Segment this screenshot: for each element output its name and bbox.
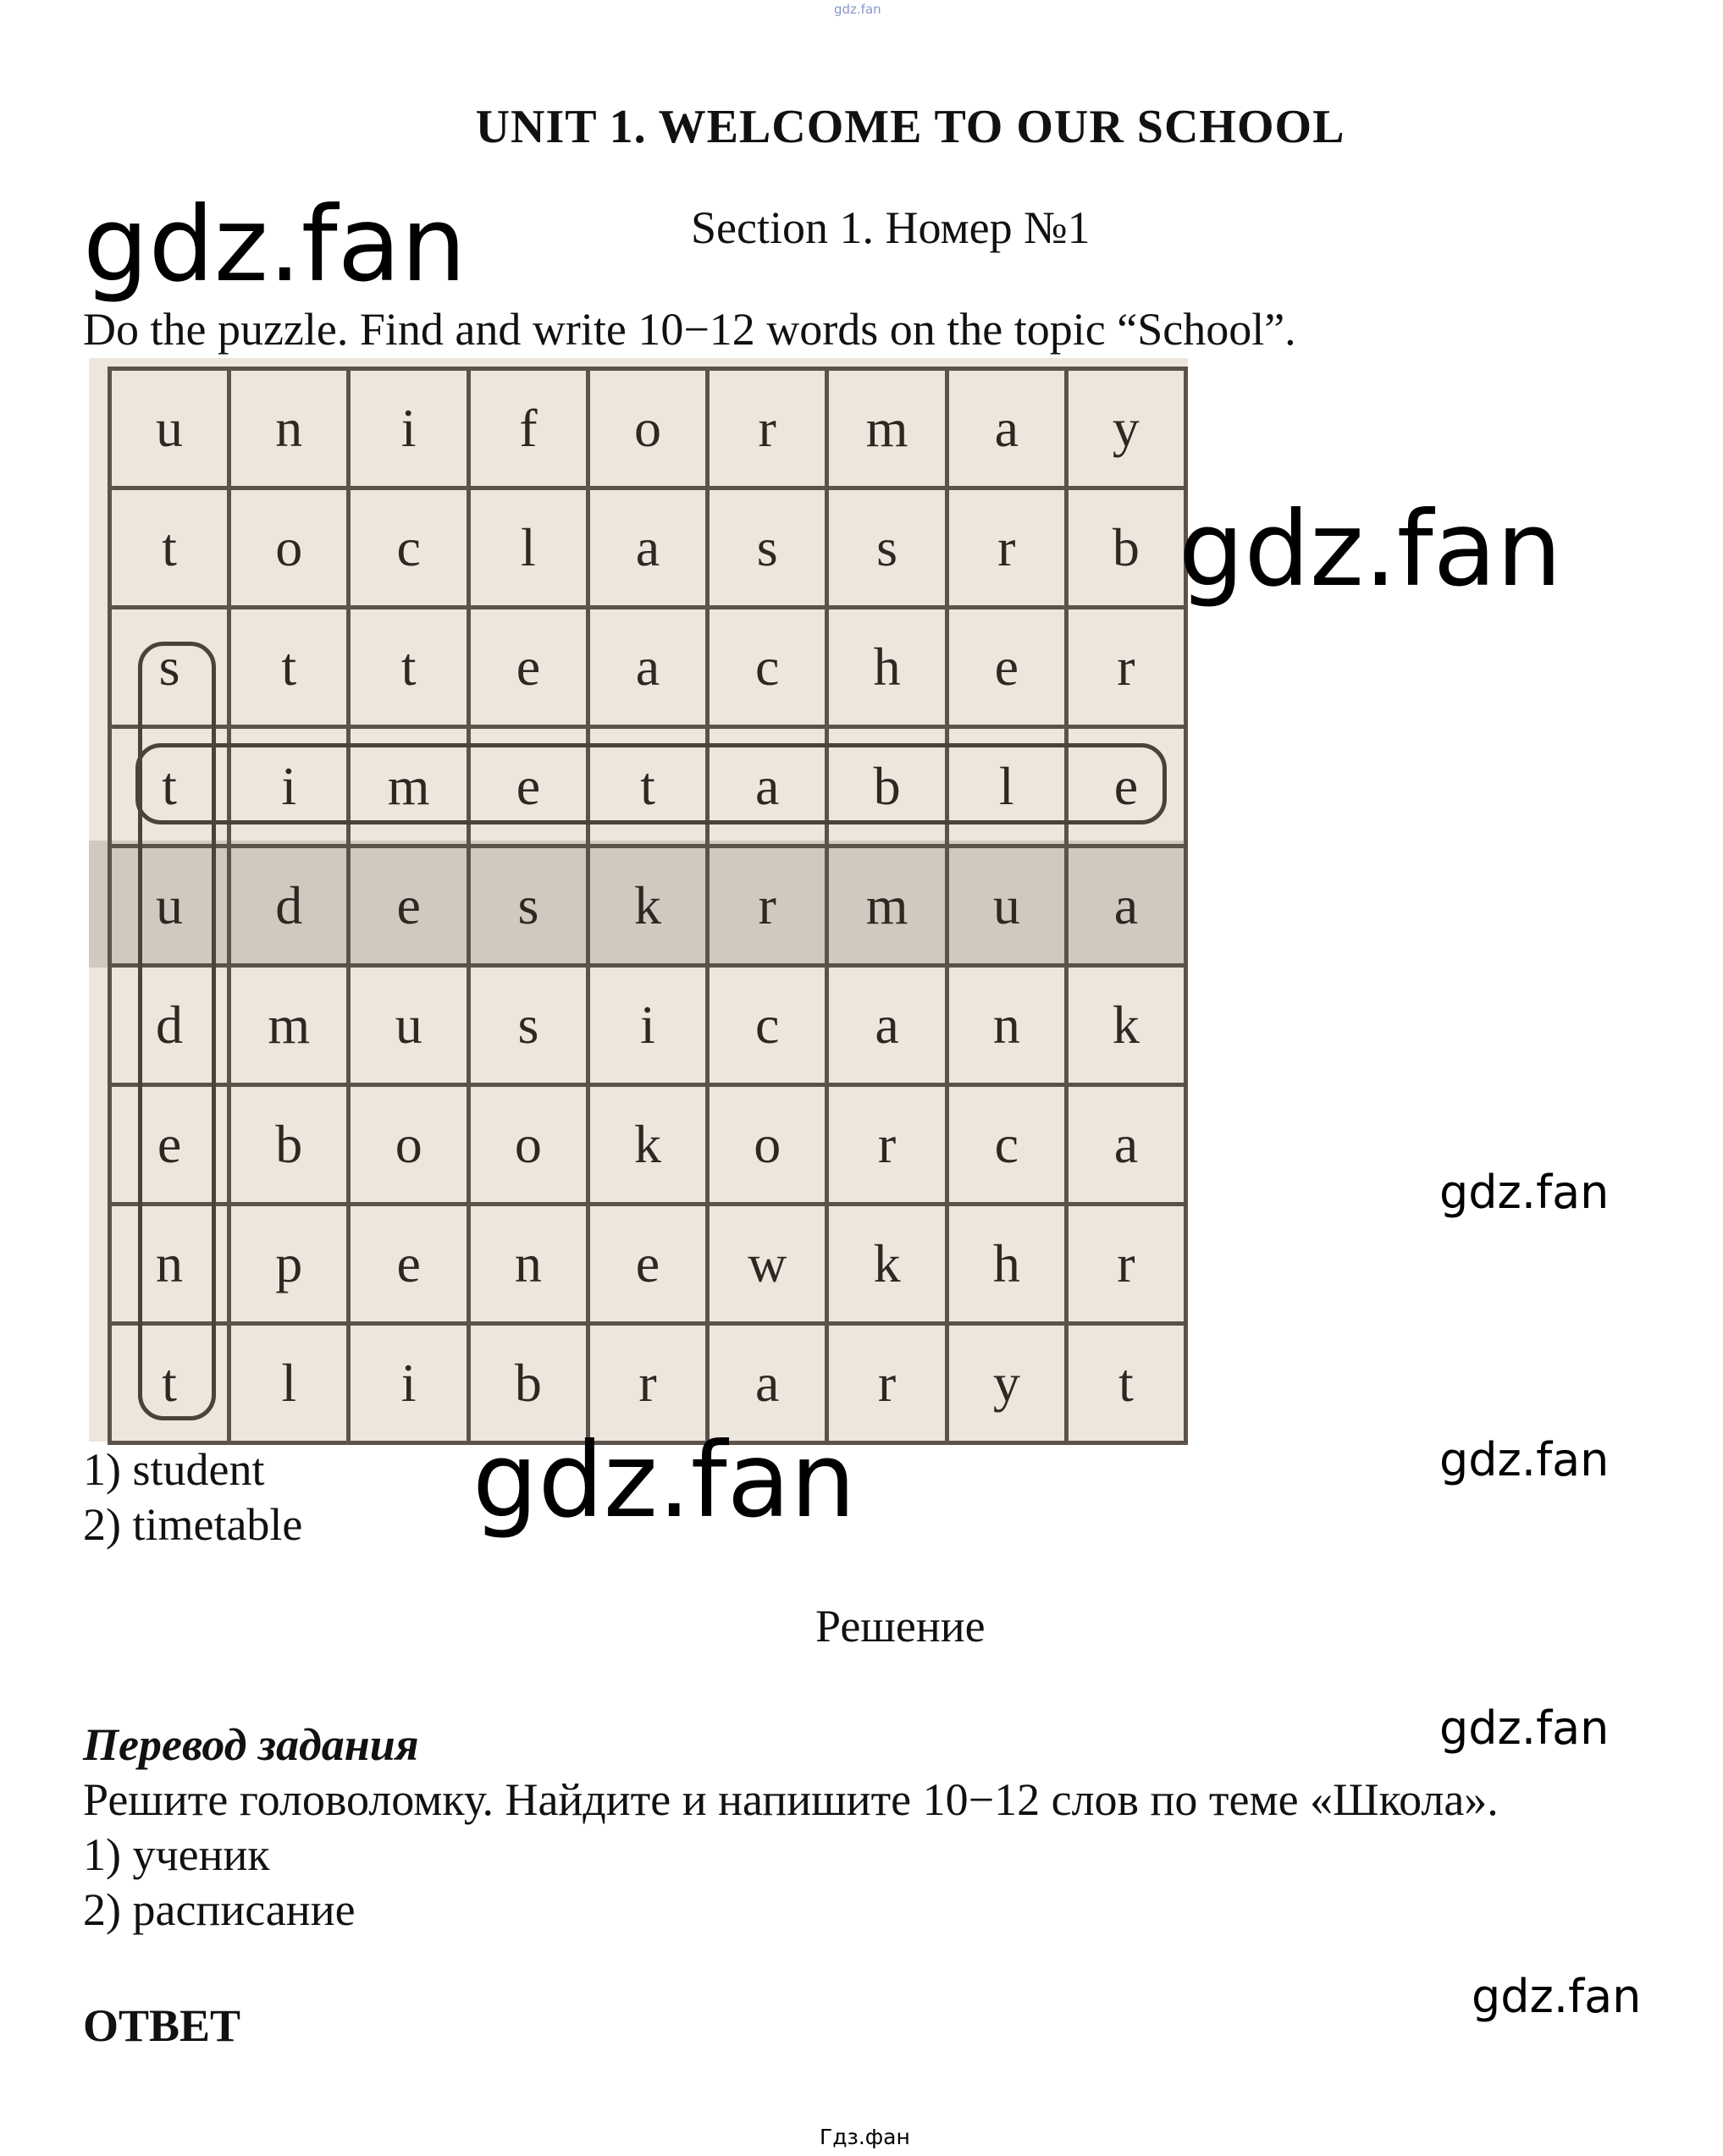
puzzle-cell: e bbox=[110, 1085, 229, 1205]
puzzle-cell: n bbox=[468, 1205, 588, 1324]
unit-title: UNIT 1. WELCOME TO OUR SCHOOL bbox=[475, 101, 1345, 153]
puzzle-cell: f bbox=[468, 369, 588, 488]
puzzle-row bbox=[110, 1085, 1186, 1205]
puzzle-cell: k bbox=[588, 1085, 707, 1205]
puzzle-cell: t bbox=[229, 608, 349, 727]
translation-answer-item: 1) ученик bbox=[83, 1829, 270, 1880]
puzzle-row bbox=[110, 1205, 1186, 1324]
puzzle-cell: h bbox=[947, 1205, 1066, 1324]
puzzle-row bbox=[110, 846, 1186, 966]
puzzle-cell: o bbox=[708, 1085, 827, 1205]
puzzle-cell: k bbox=[827, 1205, 947, 1324]
puzzle-cell: w bbox=[708, 1205, 827, 1324]
puzzle-cell: r bbox=[947, 488, 1066, 608]
puzzle-cell: i bbox=[349, 1324, 468, 1443]
puzzle-cell: t bbox=[349, 608, 468, 727]
puzzle-cell: e bbox=[349, 846, 468, 966]
watermark-small: gdz.fan bbox=[1439, 1166, 1610, 1219]
puzzle-row bbox=[110, 608, 1186, 727]
puzzle-cell: h bbox=[827, 608, 947, 727]
puzzle-cell: e bbox=[468, 608, 588, 727]
answer-item: 1) student bbox=[83, 1444, 265, 1495]
puzzle-cell: u bbox=[110, 369, 229, 488]
circled-word-timetable bbox=[135, 743, 1167, 824]
puzzle-cell: u bbox=[947, 846, 1066, 966]
puzzle-cell: r bbox=[1066, 1205, 1185, 1324]
puzzle-cell: a bbox=[588, 608, 707, 727]
watermark-footer: Гдз.фан bbox=[820, 2125, 910, 2149]
puzzle-cell: t bbox=[110, 488, 229, 608]
puzzle-cell: l bbox=[468, 488, 588, 608]
puzzle-cell: b bbox=[468, 1324, 588, 1443]
puzzle-cell: e bbox=[947, 608, 1066, 727]
puzzle-cell: c bbox=[349, 488, 468, 608]
puzzle-cell: s bbox=[468, 966, 588, 1085]
puzzle-cell: s bbox=[468, 846, 588, 966]
puzzle-cell: o bbox=[468, 1085, 588, 1205]
puzzle-cell: t bbox=[110, 727, 229, 846]
puzzle-cell: i bbox=[588, 966, 707, 1085]
puzzle-cell: e bbox=[349, 1205, 468, 1324]
puzzle-cell: n bbox=[229, 369, 349, 488]
puzzle-cell: i bbox=[229, 727, 349, 846]
puzzle-cell: r bbox=[827, 1085, 947, 1205]
puzzle-cell: m bbox=[229, 966, 349, 1085]
puzzle-cell: a bbox=[588, 488, 707, 608]
puzzle-cell: u bbox=[349, 966, 468, 1085]
puzzle-cell: o bbox=[349, 1085, 468, 1205]
solution-label: Решение bbox=[815, 1601, 986, 1651]
word-search-puzzle bbox=[89, 358, 1188, 1442]
puzzle-cell: p bbox=[229, 1205, 349, 1324]
puzzle-cell: b bbox=[827, 727, 947, 846]
puzzle-cell: s bbox=[827, 488, 947, 608]
puzzle-cell: d bbox=[110, 966, 229, 1085]
puzzle-cell: e bbox=[1066, 727, 1185, 846]
puzzle-cell: a bbox=[708, 1324, 827, 1443]
puzzle-cell: y bbox=[1066, 369, 1185, 488]
watermark-top: gdz.fan bbox=[834, 2, 881, 17]
puzzle-cell: a bbox=[708, 727, 827, 846]
watermark-large: gdz.fan bbox=[1179, 489, 1562, 609]
watermark-large: gdz.fan bbox=[472, 1420, 856, 1541]
watermark-large: gdz.fan bbox=[83, 185, 467, 305]
puzzle-cell: r bbox=[708, 846, 827, 966]
watermark-small: gdz.fan bbox=[1439, 1701, 1610, 1755]
translation-answer-item: 2) расписание bbox=[83, 1884, 356, 1935]
puzzle-cell: d bbox=[229, 846, 349, 966]
puzzle-row bbox=[110, 369, 1186, 488]
puzzle-cell: m bbox=[827, 846, 947, 966]
puzzle-cell: k bbox=[1066, 966, 1185, 1085]
puzzle-cell: t bbox=[588, 727, 707, 846]
puzzle-grid bbox=[108, 367, 1188, 1445]
puzzle-cell: t bbox=[1066, 1324, 1185, 1443]
puzzle-cell: b bbox=[1066, 488, 1185, 608]
puzzle-cell: c bbox=[947, 1085, 1066, 1205]
puzzle-cell: m bbox=[349, 727, 468, 846]
puzzle-cell: r bbox=[827, 1324, 947, 1443]
task-instruction: Do the puzzle. Find and write 10−12 words on the topic “School”. bbox=[83, 304, 1296, 355]
puzzle-cell: a bbox=[1066, 846, 1185, 966]
puzzle-cell: e bbox=[588, 1205, 707, 1324]
translation-text: Решите головоломку. Найдите и напишите 10−12 слов по теме «Школа». bbox=[83, 1774, 1499, 1825]
puzzle-cell: s bbox=[708, 488, 827, 608]
puzzle-cell: r bbox=[708, 369, 827, 488]
puzzle-cell: u bbox=[110, 846, 229, 966]
puzzle-cell: l bbox=[229, 1324, 349, 1443]
translation-heading: Перевод задания bbox=[83, 1719, 419, 1770]
puzzle-cell: t bbox=[110, 1324, 229, 1443]
puzzle-row bbox=[110, 488, 1186, 608]
puzzle-row bbox=[110, 966, 1186, 1085]
section-title: Section 1. Номер №1 bbox=[691, 202, 1091, 253]
puzzle-cell: m bbox=[827, 369, 947, 488]
watermark-small: gdz.fan bbox=[1439, 1433, 1610, 1486]
puzzle-cell: c bbox=[708, 608, 827, 727]
puzzle-cell: s bbox=[110, 608, 229, 727]
puzzle-cell: y bbox=[947, 1324, 1066, 1443]
puzzle-cell: r bbox=[1066, 608, 1185, 727]
puzzle-cell: r bbox=[588, 1324, 707, 1443]
puzzle-cell: c bbox=[708, 966, 827, 1085]
puzzle-cell: n bbox=[947, 966, 1066, 1085]
answer-item: 2) timetable bbox=[83, 1499, 303, 1550]
puzzle-cell: o bbox=[229, 488, 349, 608]
puzzle-cell: a bbox=[827, 966, 947, 1085]
puzzle-cell: l bbox=[947, 727, 1066, 846]
puzzle-cell: e bbox=[468, 727, 588, 846]
puzzle-cell: a bbox=[1066, 1085, 1185, 1205]
puzzle-cell: n bbox=[110, 1205, 229, 1324]
puzzle-cell: o bbox=[588, 369, 707, 488]
puzzle-cell: k bbox=[588, 846, 707, 966]
answer-heading: ОТВЕТ bbox=[83, 2000, 241, 2051]
puzzle-cell: i bbox=[349, 369, 468, 488]
watermark-small: gdz.fan bbox=[1472, 1970, 1642, 2023]
puzzle-cell: a bbox=[947, 369, 1066, 488]
puzzle-cell: b bbox=[229, 1085, 349, 1205]
